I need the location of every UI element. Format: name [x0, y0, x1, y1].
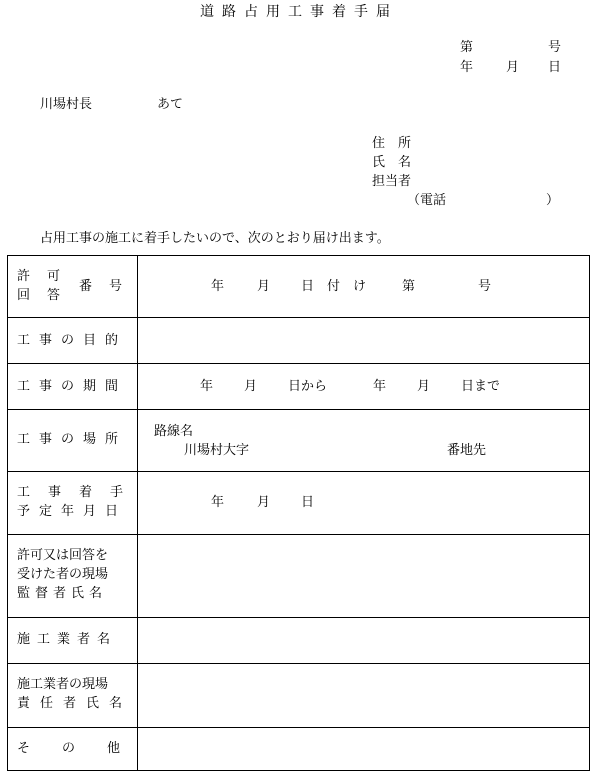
- supervisor-label-line2: 受けた者の現場: [17, 567, 109, 582]
- permit-label-line1: 許 可: [17, 269, 63, 284]
- location-village: 川場村大字: [184, 443, 250, 458]
- location-route: 路線名: [154, 424, 194, 439]
- table-border-left: [7, 255, 8, 771]
- supervisor-label-line1: 許可又は回答を: [17, 548, 109, 563]
- document-title: 道路占用工事着手届: [200, 4, 398, 20]
- contractor-label: 施工業者名: [17, 632, 118, 647]
- table-border-right: [589, 255, 590, 771]
- date-month: 月: [506, 60, 520, 75]
- manager-field[interactable]: [138, 664, 589, 727]
- supervisor-label-line3: 監督者氏名: [17, 586, 108, 601]
- location-banchi: 番地先: [447, 443, 487, 458]
- period-month2: 月: [417, 379, 431, 394]
- date-day: 日: [548, 60, 562, 75]
- location-label: 工事の場所: [17, 432, 128, 447]
- addressee-name: 川場村長: [40, 97, 93, 112]
- period-until: 日まで: [461, 379, 501, 394]
- row-divider: [7, 471, 590, 472]
- start-day: 日: [301, 495, 315, 510]
- permit-year: 年: [211, 279, 225, 294]
- start-label-line2: 予定年月日: [17, 504, 128, 519]
- table-border-bottom: [7, 770, 590, 771]
- period-label: 工事の期間: [17, 379, 128, 394]
- permit-label-line2a: 回 答: [17, 288, 63, 303]
- intro-text: 占用工事の施工に着手したいので、次のとおり届け出ます。: [40, 231, 390, 246]
- period-year1: 年: [200, 379, 214, 394]
- applicant-address-label: 住 所: [372, 136, 412, 151]
- date-year: 年: [460, 60, 474, 75]
- start-month: 月: [257, 495, 271, 510]
- row-divider: [7, 409, 590, 410]
- applicant-name-label: 氏 名: [372, 155, 412, 170]
- applicant-phone-close: ）: [546, 193, 560, 208]
- supervisor-field[interactable]: [138, 535, 589, 617]
- period-from: 日から: [288, 379, 328, 394]
- permit-label-line2b: 番 号: [79, 279, 125, 294]
- doc-number-dai: 第: [460, 40, 474, 55]
- doc-number-go: 号: [548, 40, 562, 55]
- permit-dai: 第: [402, 279, 416, 294]
- applicant-contact-label: 担当者: [372, 174, 412, 189]
- start-label-line1: 工事着手: [17, 485, 142, 500]
- permit-month: 月: [257, 279, 271, 294]
- row-divider: [7, 363, 590, 364]
- manager-label-line1: 施工業者の現場: [17, 677, 109, 692]
- purpose-label: 工事の目的: [17, 333, 128, 348]
- other-label: その他: [17, 741, 153, 756]
- table-border-top: [7, 255, 590, 256]
- notice-form-table: [7, 255, 590, 771]
- period-year2: 年: [373, 379, 387, 394]
- other-field[interactable]: [138, 728, 589, 770]
- permit-day-dated: 日 付 け: [301, 279, 367, 294]
- start-year: 年: [211, 495, 225, 510]
- applicant-phone-label: （電話: [407, 193, 447, 208]
- manager-label-line2: 責任者氏名: [17, 696, 133, 711]
- purpose-field[interactable]: [138, 318, 589, 363]
- period-month1: 月: [244, 379, 258, 394]
- addressee-suffix: あて: [157, 97, 184, 112]
- contractor-field[interactable]: [138, 618, 589, 663]
- permit-go: 号: [478, 279, 492, 294]
